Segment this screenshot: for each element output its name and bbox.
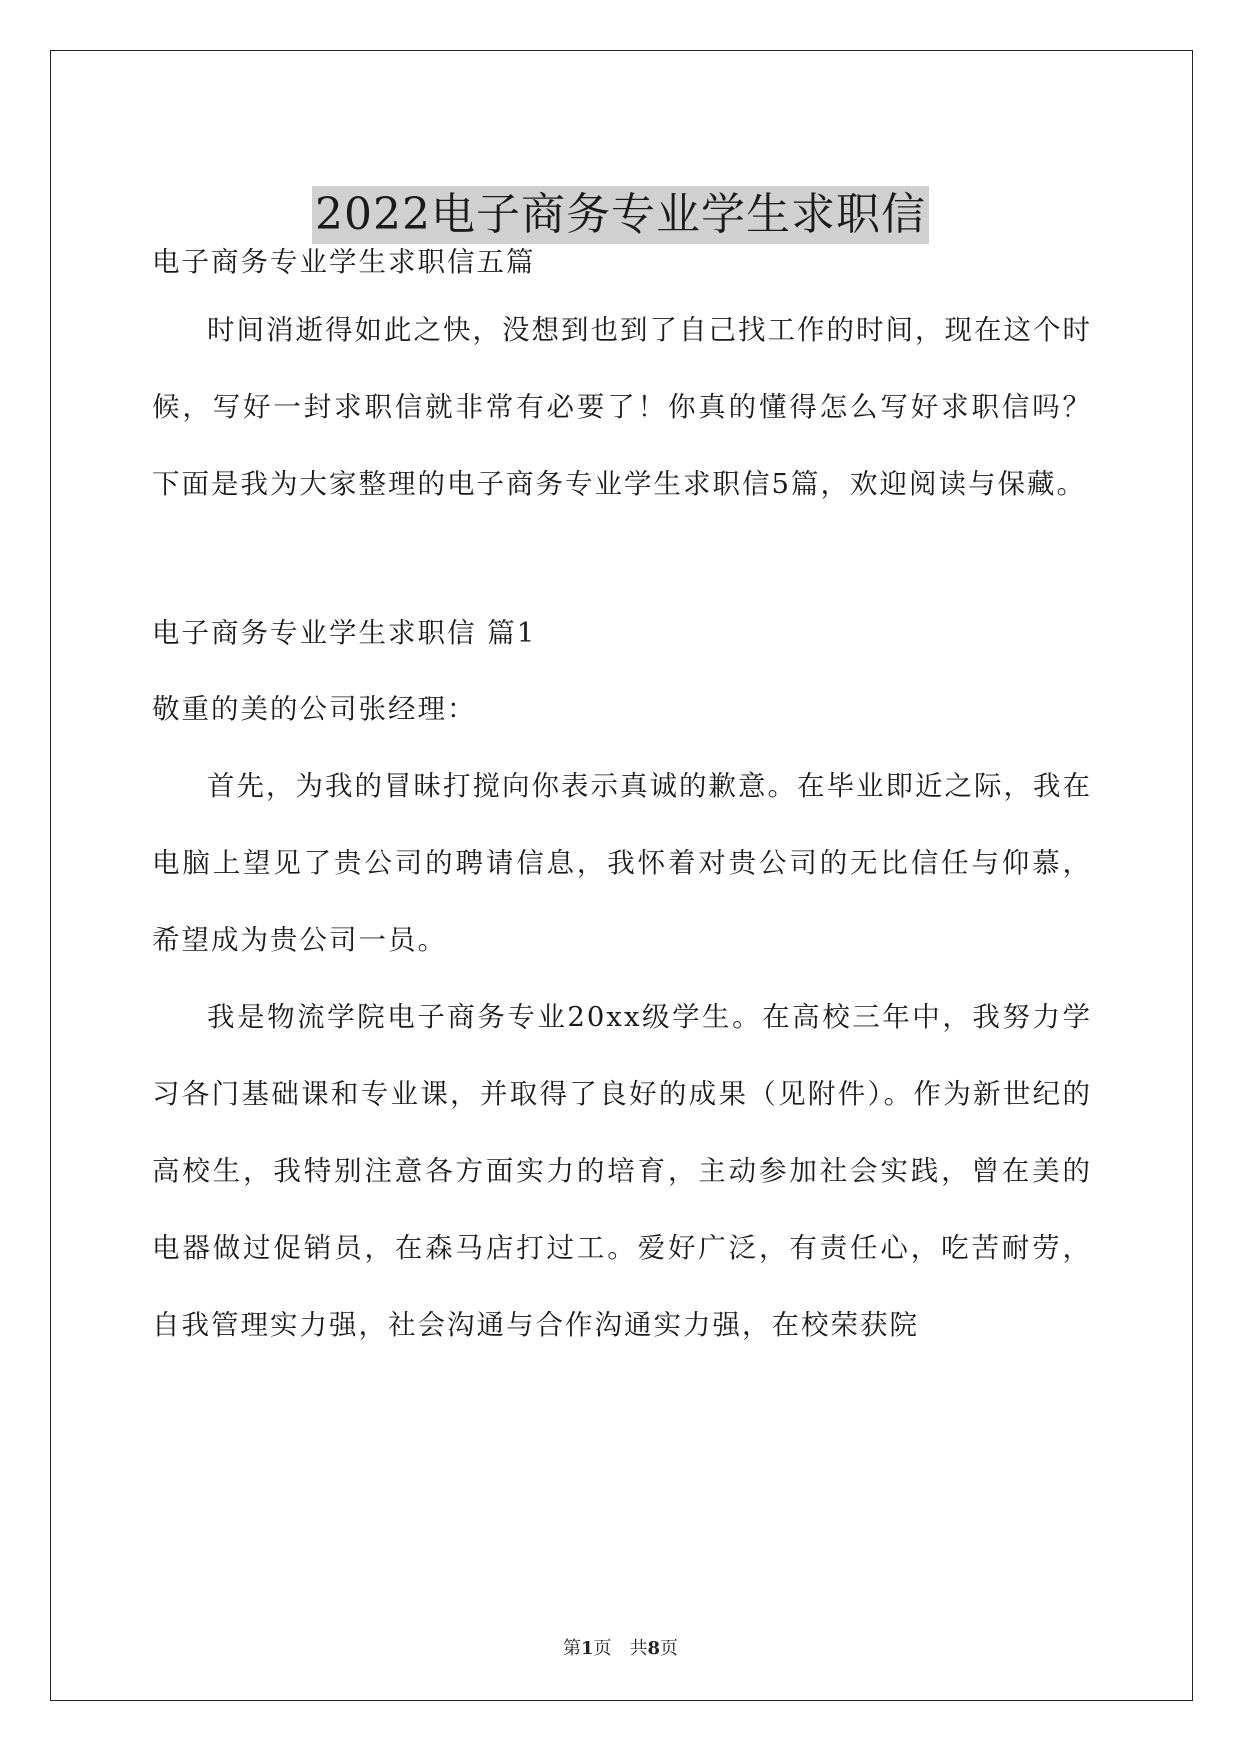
body-paragraph: 首先，为我的冒昧打搅向你表示真诚的歉意。在毕业即近之际，我在电脑上望见了贵公司的聘请信息，我怀着对贵公司的无比信任与仰慕，希望成为贵公司一员。 [152,770,1092,956]
footer-page-mid: 页 共 [593,1638,648,1659]
footer-page-current: 1 [580,1638,594,1659]
footer-page-suffix: 页 [660,1638,679,1659]
footer-page-total: 8 [647,1638,661,1659]
document-subtitle: 电子商务专业学生求职信五篇 [152,246,536,278]
page-footer [0,1634,1241,1660]
body-paragraph: 我是物流学院电子商务专业20xx级学生。在高校三年中，我努力学习各门基础课和专业课，并取得了良好的成果（见附件）。作为新世纪的高校生，我特别注意各方面实力的培育，主动参加社会实践，曾在美的电器做过促销员，在森马店打过工。爱好广泛，有责任心，吃苦耐劳，自我管理实力强，社会沟通与合作沟通实力强，在校荣获院 [152,1001,1092,1341]
section-heading: 电子商务专业学生求职信 篇1 [152,617,537,649]
footer-page-prefix: 第 [562,1638,581,1659]
document-title: 2022电子商务专业学生求职信 [312,186,929,244]
salutation: 敬重的美的公司张经理： [152,693,477,725]
document-body [152,232,1092,1364]
intro-paragraph: 时间消逝得如此之快，没想到也到了自己找工作的时间，现在这个时候，写好一封求职信就非常有必要了！你真的懂得怎么写好求职信吗？下面是我为大家整理的电子商务专业学生求职信5篇，欢迎阅读与保藏。 [152,314,1092,500]
